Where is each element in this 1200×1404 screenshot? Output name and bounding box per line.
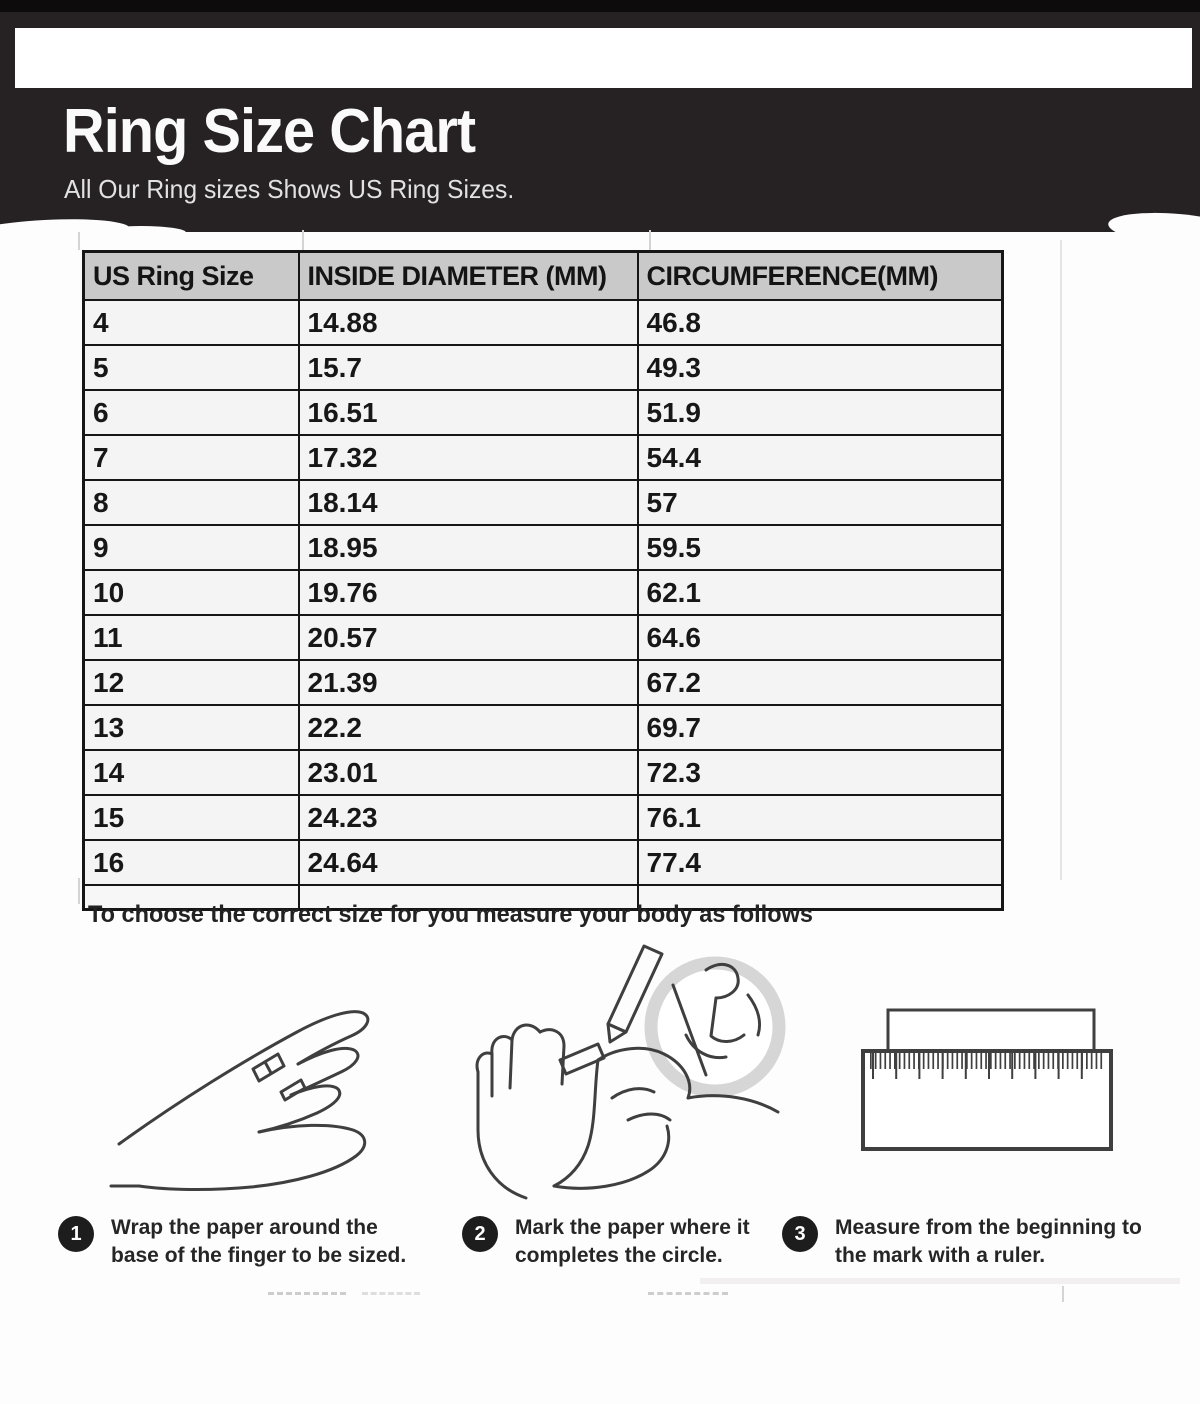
step-2-text: Mark the paper where it completes the circle. xyxy=(515,1216,750,1267)
step-2 xyxy=(462,1214,777,1270)
table-row xyxy=(84,795,1003,840)
cell-diameter: 18.95 xyxy=(299,525,638,570)
table-row xyxy=(84,705,1003,750)
table-row xyxy=(84,435,1003,480)
table-row xyxy=(84,480,1003,525)
cell-size: 10 xyxy=(84,570,299,615)
table-row xyxy=(84,660,1003,705)
table-row xyxy=(84,840,1003,885)
cell-circumference: 76.1 xyxy=(638,795,1003,840)
gridline-artifact xyxy=(1060,240,1062,880)
cell-circumference: 64.6 xyxy=(638,615,1003,660)
cell-diameter: 17.32 xyxy=(299,435,638,480)
cell-circumference: 67.2 xyxy=(638,660,1003,705)
table-row xyxy=(84,615,1003,660)
cell-size: 12 xyxy=(84,660,299,705)
scan-dash-artifact xyxy=(268,1292,346,1295)
cell-size: 5 xyxy=(84,345,299,390)
step-3-text: Measure from the beginning to the mark with a ruler. xyxy=(835,1216,1142,1267)
measure-instructions-heading: To choose the correct size for you measure your body as follows xyxy=(88,901,813,928)
step-3-number-badge: 3 xyxy=(782,1216,818,1252)
cell-circumference: 57 xyxy=(638,480,1003,525)
cell-circumference: 51.9 xyxy=(638,390,1003,435)
table-row xyxy=(84,300,1003,345)
cell-circumference: 69.7 xyxy=(638,705,1003,750)
step-2-number-badge: 2 xyxy=(462,1216,498,1252)
cell-circumference: 62.1 xyxy=(638,570,1003,615)
table-row xyxy=(84,345,1003,390)
scan-smear-artifact xyxy=(700,1278,1180,1284)
cell-circumference: 72.3 xyxy=(638,750,1003,795)
table-header-row xyxy=(84,252,1003,301)
cell-size: 7 xyxy=(84,435,299,480)
cell-diameter: 24.23 xyxy=(299,795,638,840)
hand-with-paper-strip-illustration xyxy=(105,972,495,1207)
gridline-artifact xyxy=(302,230,304,250)
col-header-inside-diameter: INSIDE DIAMETER (MM) xyxy=(299,252,638,301)
gridline-artifact xyxy=(649,230,651,250)
gridline-artifact xyxy=(78,878,80,904)
header-banner xyxy=(0,0,1200,232)
scan-tick-artifact xyxy=(1062,1286,1064,1302)
cell-circumference: 59.5 xyxy=(638,525,1003,570)
cell-diameter: 20.57 xyxy=(299,615,638,660)
col-header-us-ring-size: US Ring Size xyxy=(84,252,299,301)
hands-marking-paper-illustration xyxy=(448,940,803,1220)
cell-size: 8 xyxy=(84,480,299,525)
cell-diameter: 23.01 xyxy=(299,750,638,795)
page-subtitle: All Our Ring sizes Shows US Ring Sizes. xyxy=(64,174,515,204)
cell-size: 9 xyxy=(84,525,299,570)
step-3 xyxy=(782,1214,1169,1270)
cell-diameter: 18.14 xyxy=(299,480,638,525)
cell-diameter: 19.76 xyxy=(299,570,638,615)
ruler-illustration xyxy=(858,1005,1128,1155)
ring-size-table xyxy=(82,250,1004,911)
cell-circumference: 77.4 xyxy=(638,840,1003,885)
step-1-text: Wrap the paper around the base of the finger to be sized. xyxy=(111,1216,407,1267)
cell-diameter: 16.51 xyxy=(299,390,638,435)
gridline-artifact xyxy=(78,232,80,250)
cell-size: 14 xyxy=(84,750,299,795)
white-strip xyxy=(15,28,1192,88)
cell-size: 15 xyxy=(84,795,299,840)
cell-size: 6 xyxy=(84,390,299,435)
cell-circumference: 54.4 xyxy=(638,435,1003,480)
scan-dash-artifact xyxy=(362,1292,420,1295)
table-row xyxy=(84,750,1003,795)
table-row xyxy=(84,570,1003,615)
cell-circumference: 46.8 xyxy=(638,300,1003,345)
cell-diameter: 21.39 xyxy=(299,660,638,705)
step-1 xyxy=(58,1214,423,1270)
cell-size: 4 xyxy=(84,300,299,345)
cell-diameter: 22.2 xyxy=(299,705,638,750)
cell-diameter: 15.7 xyxy=(299,345,638,390)
scan-dash-artifact xyxy=(648,1292,728,1295)
torn-edge-decoration xyxy=(96,226,186,239)
table-row xyxy=(84,390,1003,435)
cell-circumference: 49.3 xyxy=(638,345,1003,390)
cell-size: 11 xyxy=(84,615,299,660)
col-header-circumference: CIRCUMFERENCE(MM) xyxy=(638,252,1003,301)
step-1-number-badge: 1 xyxy=(58,1216,94,1252)
table-row xyxy=(84,525,1003,570)
page-title: Ring Size Chart xyxy=(63,97,476,166)
top-black-line xyxy=(0,0,1200,12)
cell-size: 13 xyxy=(84,705,299,750)
cell-diameter: 14.88 xyxy=(299,300,638,345)
cell-diameter: 24.64 xyxy=(299,840,638,885)
cell-size: 16 xyxy=(84,840,299,885)
